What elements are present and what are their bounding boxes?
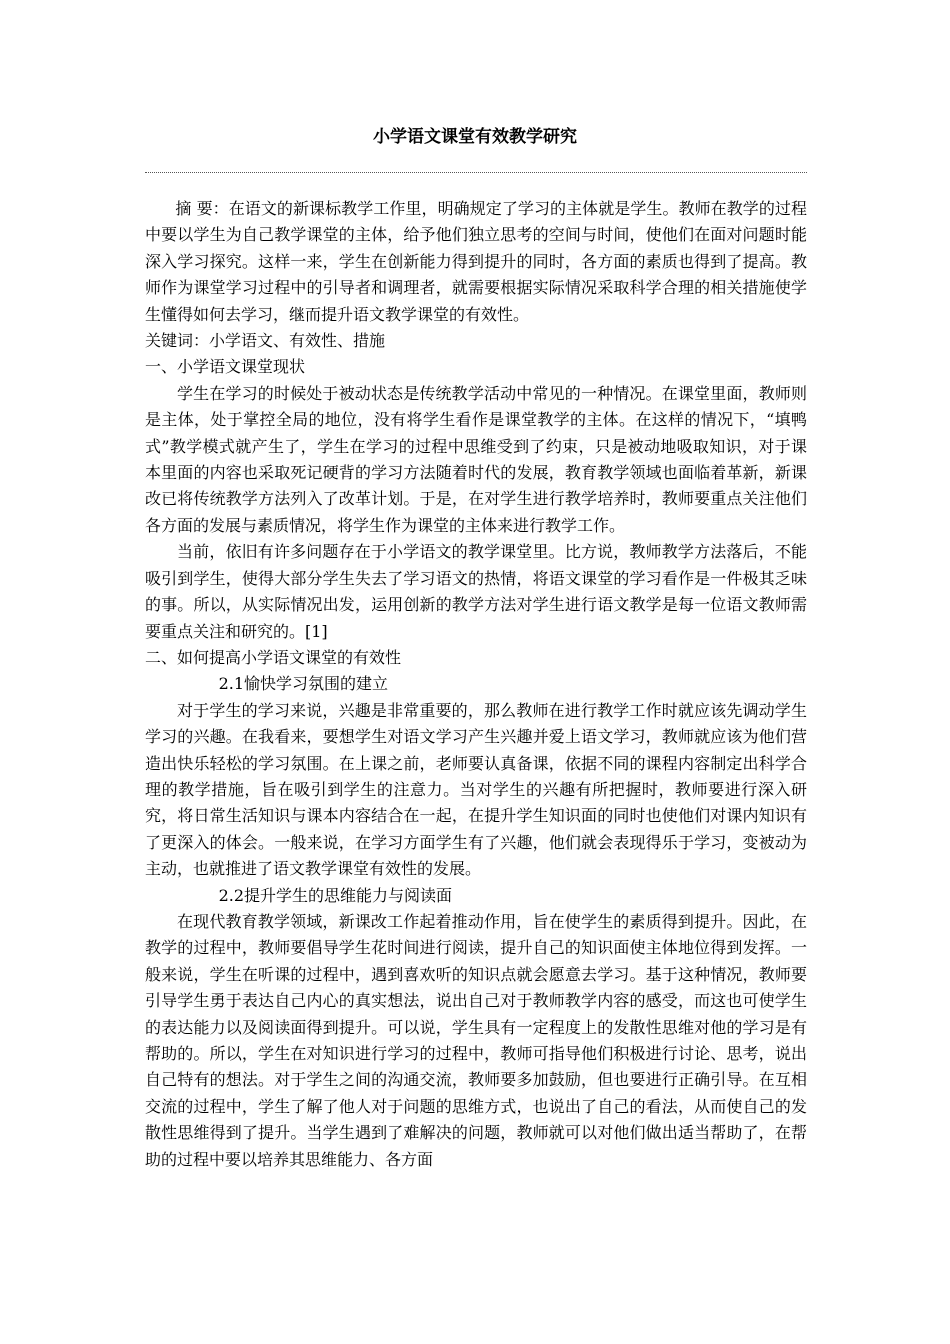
document-title: 小学语文课堂有效教学研究 — [373, 127, 577, 147]
body-paragraph: 学生在学习的时候处于被动状态是传统教学活动中常见的一种情况。在课堂里面，教师则是主体，处于掌控全局的地位，没有将学生看作是课堂教学的主体。在这样的情况下，“填鸭式”教学模式就产生了，学生在学习的过程中思维受到了约束，只是被动地吸取知识，对于课本里面的内容也采取死记硬背的学习方法随着时代的发展，教育教学领域也面临着革新，新课改已将传统教学方法列入了改革计划。于是，在对学生进行教学培养时，教师要重点关注他们各方面的发展与素质情况，将学生作为课堂的主体来进行教学工作。 — [145, 383, 807, 535]
document-body — [145, 196, 807, 1173]
section-heading-1: 一、小学语文课堂现状 — [145, 357, 306, 377]
body-paragraph: 对于学生的学习来说，兴趣是非常重要的，那么教师在进行教学工作时就应该先调动学生学习的兴趣。在我看来，要想学生对语文学习产生兴趣并爱上语文学习，教师就应该为他们营造出快乐轻松的学习氛围。在上课之前，老师要认真备课，依据不同的课程内容制定出科学合理的教学措施，旨在吸引到学生的注意力。当对学生的兴趣有所把握时，教师要进行深入研究，将日常生活知识与课本内容结合在一起，在提升学生知识面的同时也使他们对课内知识有了更深入的体会。一般来说，在学习方面学生有了兴趣，他们就会表现得乐于学习，变被动为主动，也就推进了语文教学课堂有效性的发展。 — [145, 700, 807, 879]
section-heading-2: 二、如何提高小学语文课堂的有效性 — [145, 647, 402, 667]
body-paragraph: 当前，依旧有许多问题存在于小学语文的教学课堂里。比方说，教师教学方法落后，不能吸引到学生，使得大部分学生失去了学习语文的热情，将语文课堂的学习看作是一件极其乏味的事。所以，从实际情况出发，运用创新的教学方法对学生进行语文教学是每一位语文教师需要重点关注和研究的。[1] — [145, 542, 807, 641]
subsection-heading-2-2: 2.2提升学生的思维能力与阅读面 — [218, 885, 453, 905]
abstract-paragraph: 摘 要：在语文的新课标教学工作里，明确规定了学习的主体就是学生。教师在教学的过程中要以学生为自己教学课堂的主体，给予他们独立思考的空间与时间，使他们在面对问题时能深入学习探究。这样一来，学生在创新能力得到提升的同时，各方面的素质也得到了提高。教师作为课堂学习过程中的引导者和调理者，就需要根据实际情况采取科学合理的相关措施使学生懂得如何去学习，继而提升语文教学课堂的有效性。 — [145, 199, 807, 324]
keywords-line: 关键词：小学语文、有效性、措施 — [145, 331, 386, 351]
body-paragraph: 在现代教育教学领域，新课改工作起着推动作用，旨在使学生的素质得到提升。因此，在教学的过程中，教师要倡导学生花时间进行阅读，提升自己的知识面使主体地位得到发挥。一般来说，学生在听课的过程中，遇到喜欢听的知识点就会愿意去学习。基于这种情况，教师要引导学生勇于表达自己内心的真实想法，说出自己对于教师教学内容的感受，而这也可使学生的表达能力以及阅读面得到提升。可以说，学生具有一定程度上的发散性思维对他的学习是有帮助的。所以，学生在对知识进行学习的过程中，教师可指导他们积极进行讨论、思考，说出自己特有的想法。对于学生之间的沟通交流，教师要多加鼓励，但也要进行正确引导。在互相交流的过程中，学生了解了他人对于问题的思维方式，也说出了自己的看法，从而使自己的发散性思维得到了提升。当学生遇到了难解决的问题，教师就可以对他们做出适当帮助了，在帮助的过程中要以培养其思维能力、各方面 — [145, 911, 807, 1169]
subsection-heading-2-1: 2.1愉快学习氛围的建立 — [218, 674, 389, 694]
title-divider — [145, 172, 807, 173]
